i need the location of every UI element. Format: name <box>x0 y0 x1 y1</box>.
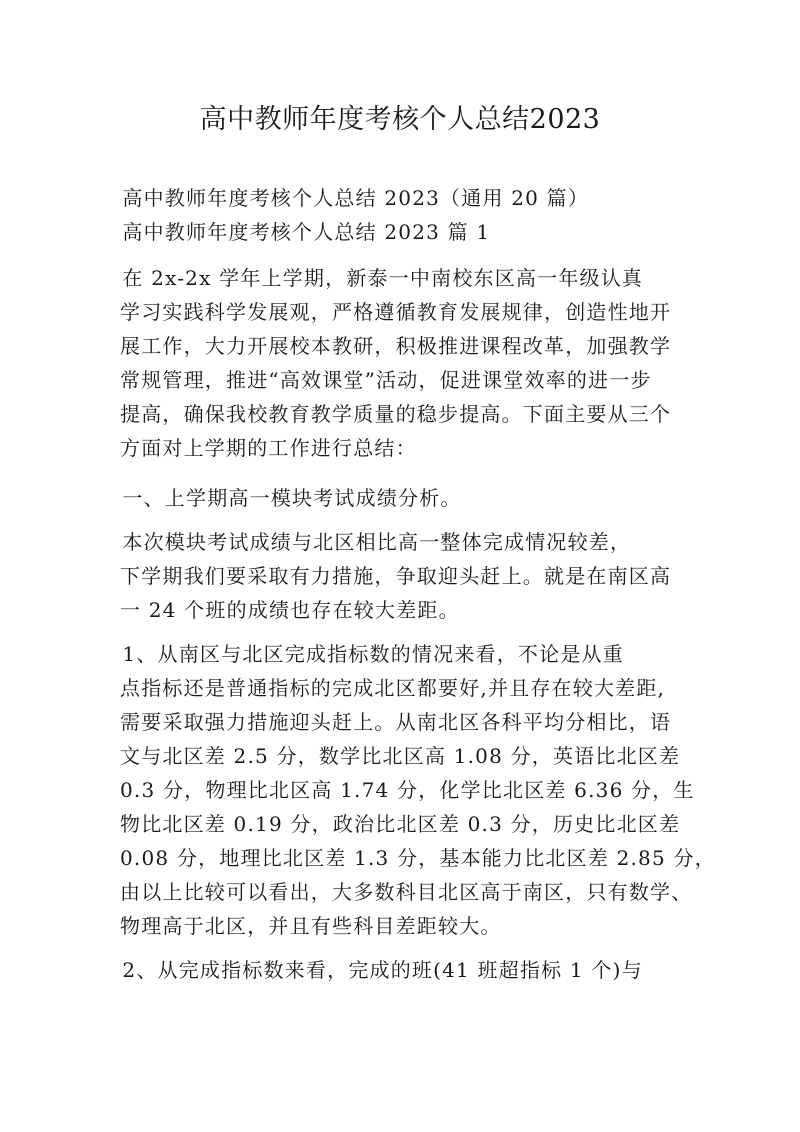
text-line: 常规管理，推进“高效课堂”活动，促进课堂效率的进一步 <box>120 368 652 392</box>
text-line: 点指标还是普通指标的完成北区都要好,并且存在较大差距, <box>120 676 666 700</box>
text-line: 下学期我们要采取有力措施，争取迎头赶上。就是在南区高 <box>120 564 672 588</box>
text-line: 0.08 分，地理比北区差 1.3 分，基本能力比北区差 2.85 分， <box>120 846 716 870</box>
text-line: 方面对上学期的工作进行总结： <box>120 436 417 460</box>
text-line: 物比北区差 0.19 分，政治比北区差 0.3 分，历史比北区差 <box>120 812 681 836</box>
text-line: 文与北区差 2.5 分，数学比北区高 1.08 分，英语比北区差 <box>120 744 681 768</box>
text-line: 提高，确保我校教育教学质量的稳步提高。下面主要从三个 <box>120 402 672 426</box>
text-line: 1、从南区与北区完成指标数的情况来看，不论是从重 <box>80 642 624 666</box>
text-line: 由以上比较可以看出，大多数科目北区高于南区，只有数学、 <box>120 880 693 904</box>
text-line: 需要采取强力措施迎头赶上。从南北区各科平均分相比，语 <box>120 710 672 734</box>
text-line: 学习实践科学发展观，严格遵循教育发展规律，创造性地开 <box>120 300 672 324</box>
text-line: 物理高于北区，并且有些科目差距较大。 <box>120 914 502 938</box>
text-line: 本次模块考试成绩与北区相比高一整体完成情况较差， <box>80 530 632 554</box>
text-line: 一 24 个班的成绩也存在较大差距。 <box>120 598 460 622</box>
text-line: 高中教师年度考核个人总结 2023 篇 1 <box>80 220 491 244</box>
text-line: 0.3 分，物理比北区高 1.74 分，化学比北区差 6.36 分，生 <box>120 778 695 802</box>
text-line: 一、上学期高一模块考试成绩分析。 <box>80 486 462 510</box>
text-line: 在 2x-2x 学年上学期，新泰一中南校东区高一年级认真 <box>80 266 644 290</box>
document-title: 高中教师年度考核个人总结2023 <box>199 104 601 135</box>
text-line: 高中教师年度考核个人总结 2023（通用 20 篇） <box>80 186 590 210</box>
text-line: 展工作，大力开展校本教研，积极推进课程改革，加强教学 <box>120 334 672 358</box>
text-line: 2、从完成指标数来看，完成的班(41 班超指标 1 个)与 <box>80 958 643 982</box>
